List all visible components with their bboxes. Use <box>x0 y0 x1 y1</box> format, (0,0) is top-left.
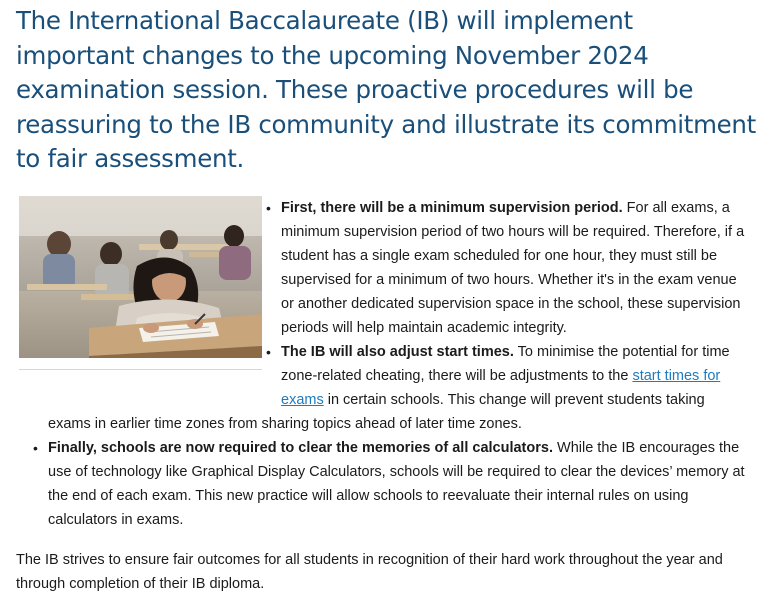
list-item-text: While the IB encourages the use of technology like Graphical Display Calculators, schools will be required to clear the devices’ memory at the end of each exam. This new practice will allow schools to reevaluate their internal rules on using calculators in exams. <box>48 440 745 528</box>
list-item-text: For all exams, a minimum supervision period of two hours will be required. Therefore, if a student has a single exam scheduled for one hour, they must still be supervised for a minimum of two hours. Whether it's in the exam venue or another dedicated supervision space in the school, these supervision periods will help maintain academic integrity. <box>281 200 745 336</box>
list-item-text: in certain schools. This change will prevent students taking <box>323 392 705 408</box>
list-item-supervision <box>266 196 751 340</box>
article-headline: The International Baccalaureate (IB) will implement important changes to the upcoming November 2024 examination session. These proactive procedures will be reassuring to the IB community and illustrate its commitment to fair assessment. <box>16 6 756 173</box>
list-item-heading: The IB will also adjust start times. <box>281 344 514 360</box>
bullet-icon: • <box>266 344 271 360</box>
bullet-icon: • <box>33 440 38 456</box>
photo-container <box>19 196 262 371</box>
list-item-calculators <box>33 436 753 532</box>
photo-divider <box>19 369 262 370</box>
list-item-heading: Finally, schools are now required to clear the memories of all calculators. <box>48 440 553 456</box>
exam-classroom-illustration <box>19 196 262 358</box>
list-item-start-times-continued: exams in earlier time zones from sharing topics ahead of later time zones. <box>48 416 522 432</box>
list-item-text: To minimise the potential for time zone-related cheating, there will be adjustments to the <box>281 344 730 384</box>
closing-paragraph: The IB strives to ensure fair outcomes for all students in recognition of their hard work throughout the year and through completion of their IB diploma. <box>16 552 723 592</box>
start-times-link[interactable]: start times for exams <box>281 368 721 408</box>
list-item-start-times <box>266 340 751 412</box>
bullet-icon: • <box>266 200 271 216</box>
list-item-heading: First, there will be a minimum supervision period. <box>281 200 623 216</box>
exam-classroom-photo <box>19 196 262 358</box>
